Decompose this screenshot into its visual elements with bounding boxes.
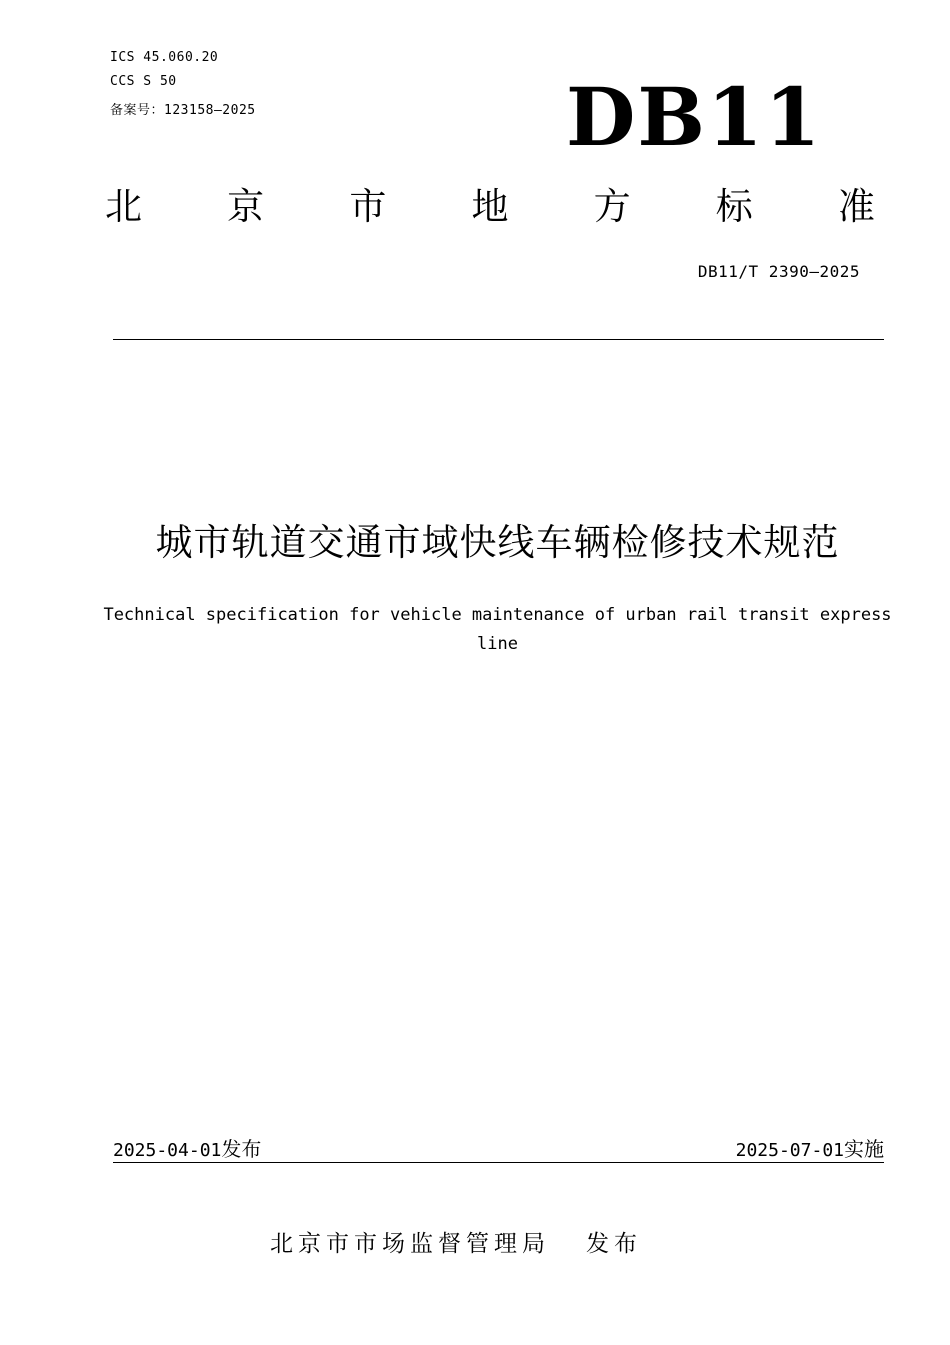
filing-value: 123158—2025	[164, 103, 256, 118]
standard-type	[105, 182, 875, 232]
title-english: Technical specification for vehicle maintenance of urban rail transit express line	[103, 605, 892, 654]
standard-type-char: 方	[593, 185, 631, 228]
issuer-name: 北京市市场监督管理局	[270, 1231, 550, 1257]
standard-number: DB11/T 2390—2025	[697, 262, 860, 281]
filing-label: 备案号：	[110, 103, 165, 118]
db11-logo: DB11	[566, 70, 823, 164]
issuer-action: 发布	[586, 1231, 642, 1257]
ccs-code: CCS S 50	[110, 74, 177, 89]
effective-label: 实施	[844, 1137, 884, 1161]
standard-type-char: 京	[227, 185, 265, 228]
publish-label: 发布	[221, 1137, 262, 1161]
filing-number	[110, 99, 256, 118]
effective-date	[736, 1133, 884, 1162]
standard-type-char: 地	[471, 185, 509, 228]
publish-date-value: 2025-04-01	[113, 1140, 222, 1161]
standard-type-char: 准	[837, 185, 875, 228]
standard-type-char: 北	[105, 185, 142, 228]
bottom-divider	[113, 1162, 884, 1163]
publish-date	[113, 1133, 261, 1162]
standard-type-char: 市	[349, 185, 387, 228]
title-chinese: 城市轨道交通市域快线车辆检修技术规范	[155, 521, 840, 564]
effective-date-value: 2025-07-01	[735, 1140, 844, 1161]
standard-type-char: 标	[715, 185, 753, 228]
issuer	[270, 1225, 642, 1258]
top-divider	[113, 339, 884, 340]
ics-code: ICS 45.060.20	[110, 50, 219, 65]
